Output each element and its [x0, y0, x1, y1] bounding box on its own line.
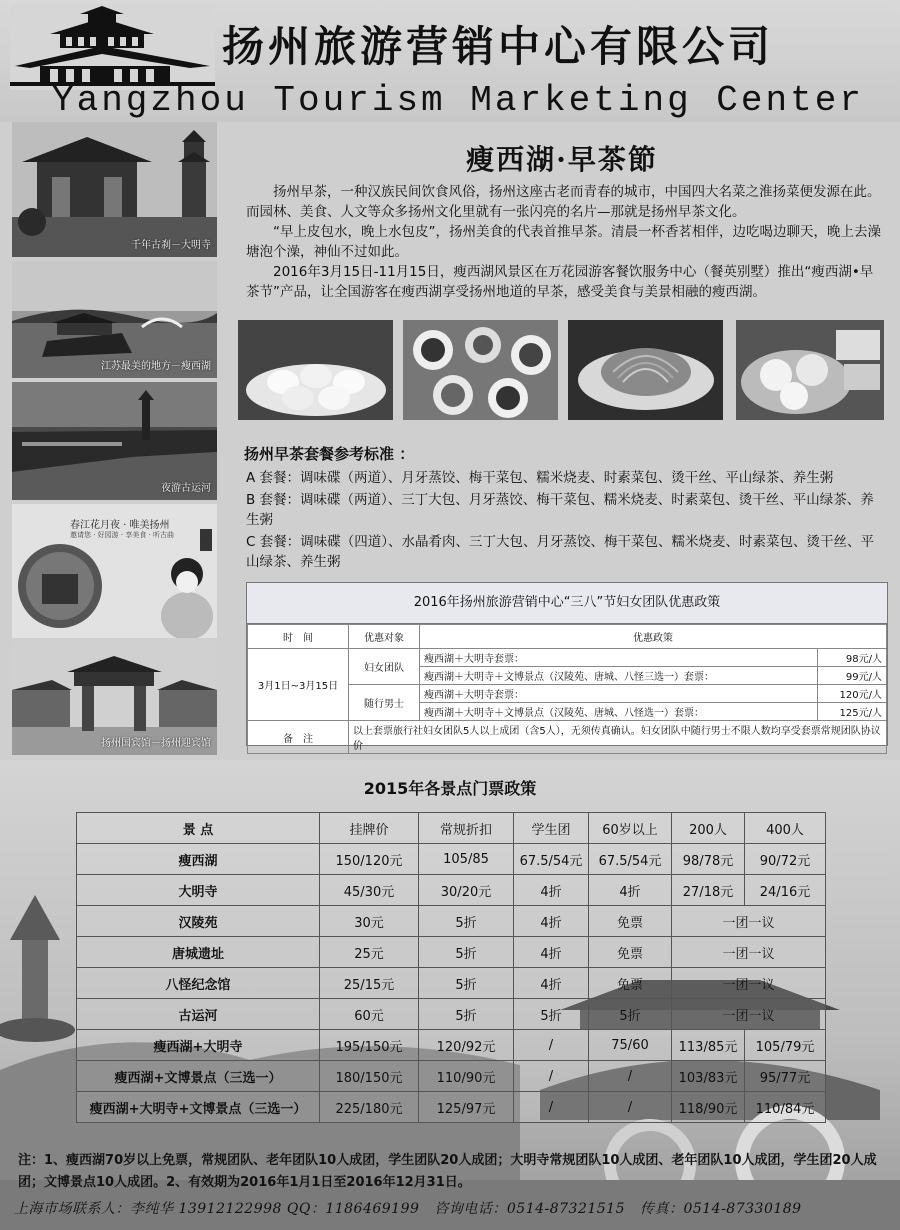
contact-person: 上海市场联系人：李纯华 13912122998 QQ：1186469199 — [14, 1201, 420, 1217]
table-row — [77, 844, 826, 875]
menu-item-b: B 套餐：调味碟（两道）、三丁大包、月牙蒸饺、梅干菜包、糯米烧麦、时素菜包、烫干丝、平山绿茶、养生粥 — [246, 492, 874, 528]
menu-item-a: A 套餐：调味碟（两道）、月牙蒸饺、梅干菜包、糯米烧麦、时素菜包、烫干丝、平山绿茶、养生粥 — [246, 470, 834, 486]
policy-target: 随行男士 — [349, 685, 420, 721]
table-row — [248, 649, 887, 667]
ticket-header: 景 点 — [77, 813, 320, 844]
photo-daming-temple — [12, 122, 217, 257]
photo-caption: 千年古刹－大明寺 — [131, 240, 211, 251]
photo-poster — [12, 504, 217, 638]
ticket-cell: 古运河 — [77, 999, 320, 1030]
ticket-cell: 105/79元 — [745, 1030, 826, 1061]
ticket-cell: 25元 — [320, 937, 419, 968]
contact-line — [14, 1198, 894, 1218]
ticket-cell: 瘦西湖 — [77, 844, 320, 875]
policy-price: 99元/人 — [818, 667, 887, 685]
ticket-cell: 4折 — [514, 906, 589, 937]
policy-price: 98元/人 — [818, 649, 887, 667]
policy-item: 瘦西湖＋大明寺套票： — [420, 685, 818, 703]
ticket-cell: 唐城遗址 — [77, 937, 320, 968]
ticket-cell: 5折 — [419, 968, 514, 999]
ticket-header: 400人 — [745, 813, 826, 844]
ticket-cell: 4折 — [589, 875, 672, 906]
ticket-cell: 5折 — [419, 906, 514, 937]
ticket-header: 60岁以上 — [589, 813, 672, 844]
intro-paragraph: “早上皮包水，晚上水包皮”，扬州美食的代表首推早茶。清晨一杯香茗相伴，边吃喝边聊天，晚上去澡塘泡个澡，神仙不过如此。 — [246, 224, 881, 260]
ticket-cell: 180/150元 — [320, 1061, 419, 1092]
photo-shredded-tofu — [568, 320, 723, 420]
policy-item: 瘦西湖＋大明寺＋文博景点（汉陵苑、唐城、八怪三选一）套票： — [420, 667, 818, 685]
ticket-cell: 110/90元 — [419, 1061, 514, 1092]
photo-steamed-buns — [736, 320, 884, 420]
ticket-cell: 5折 — [419, 999, 514, 1030]
policy-date: 3月1日~3月15日 — [248, 649, 349, 721]
ticket-cell: 一团一议 — [672, 968, 826, 999]
table-row — [77, 1030, 826, 1061]
ticket-cell: 一团一议 — [672, 937, 826, 968]
womens-day-policy — [246, 582, 888, 752]
ticket-cell: 45/30元 — [320, 875, 419, 906]
header — [0, 0, 900, 122]
ticket-cell: 免票 — [589, 937, 672, 968]
table-row — [77, 906, 826, 937]
policy-table — [247, 624, 887, 754]
photo-caption: 江苏最美的地方－瘦西湖 — [101, 361, 211, 372]
ticket-policy-title: 2015年各景点门票政策 — [363, 779, 537, 798]
ticket-cell: 4折 — [514, 968, 589, 999]
ticket-notes: 注：1、瘦西湖70岁以上免票，常规团队、老年团队10人成团，学生团队20人成团；大明寺常规团队10人成团、老年团队10人成团，学生团20人成团；文博景点10人成团。2、有效期为2016年1月1日至2016年12月31日。 — [18, 1153, 877, 1190]
company-name-cn: 扬州旅游营销中心有限公司 — [222, 22, 775, 71]
tea-set-menu — [246, 468, 886, 574]
photo-ancient-canal — [12, 382, 217, 500]
photo-caption: 夜游古运河 — [161, 483, 211, 494]
ticket-price-table — [76, 812, 826, 1123]
ticket-cell: 120/92元 — [419, 1030, 514, 1061]
table-row — [77, 999, 826, 1030]
contact-fax: 传真：0514-87330189 — [639, 1201, 802, 1217]
ticket-cell: 110/84元 — [745, 1092, 826, 1123]
ticket-cell: 103/83元 — [672, 1061, 745, 1092]
policy-price: 120元/人 — [818, 685, 887, 703]
ticket-header: 常规折扣 — [419, 813, 514, 844]
table-row — [248, 625, 887, 649]
table-row — [77, 875, 826, 906]
policy-header: 优惠政策 — [420, 625, 887, 649]
ticket-cell: 105/85 — [419, 844, 514, 875]
ticket-header: 挂牌价 — [320, 813, 419, 844]
poster-subline: 邀请您 · 好园游 · 享美食 · 听古曲 — [70, 531, 175, 539]
ticket-cell: 150/120元 — [320, 844, 419, 875]
festival-intro — [246, 182, 882, 302]
festival-title: 瘦西湖·早茶節 — [466, 143, 658, 176]
ticket-cell: 113/85元 — [672, 1030, 745, 1061]
ticket-cell: 98/78元 — [672, 844, 745, 875]
ticket-cell: / — [514, 1030, 589, 1061]
policy-item: 瘦西湖＋大明寺套票： — [420, 649, 818, 667]
ticket-cell: 5折 — [514, 999, 589, 1030]
intro-paragraph: 扬州早茶，一种汉族民间饮食风俗，扬州这座古老而青春的城市，中国四大名菜之淮扬菜便发源在此。而园林、美食、人文等众多扬州文化里就有一张闪亮的名片—那就是扬州早茶文化。 — [246, 184, 881, 220]
ticket-cell: 4折 — [514, 937, 589, 968]
ticket-cell: 75/60 — [589, 1030, 672, 1061]
ticket-cell: 27/18元 — [672, 875, 745, 906]
ticket-cell: 24/16元 — [745, 875, 826, 906]
contact-phone: 咨询电话：0514-87321515 — [434, 1201, 625, 1217]
table-row — [77, 968, 826, 999]
ticket-cell: 汉陵苑 — [77, 906, 320, 937]
photo-caption: 扬州国宾馆－扬州迎宾馆 — [101, 738, 211, 749]
tea-festival-panel — [232, 130, 892, 755]
ticket-cell: 5折 — [419, 937, 514, 968]
company-name-en: Yangzhou Tourism Marketing Center — [52, 80, 864, 121]
ticket-cell: 25/15元 — [320, 968, 419, 999]
policy-header: 优惠对象 — [349, 625, 420, 649]
ticket-cell: 118/90元 — [672, 1092, 745, 1123]
menu-item-c: C 套餐：调味碟（四道）、水晶肴肉、三丁大包、月牙蒸饺、梅干菜包、糯米烧麦、时素菜包、烫干丝、平山绿茶、养生粥 — [246, 534, 874, 570]
ticket-cell: 90/72元 — [745, 844, 826, 875]
ticket-cell: 瘦西湖+文博景点（三选一） — [77, 1061, 320, 1092]
ticket-cell: 195/150元 — [320, 1030, 419, 1061]
policy-item: 瘦西湖＋大明寺＋文博景点（汉陵苑、唐城、八怪选一）套票： — [420, 703, 818, 721]
ticket-cell: 一团一议 — [672, 906, 826, 937]
ticket-cell: 免票 — [589, 906, 672, 937]
photo-tea-dishes — [403, 320, 558, 420]
ticket-header: 200人 — [672, 813, 745, 844]
ticket-cell: / — [589, 1061, 672, 1092]
ticket-cell: 125/97元 — [419, 1092, 514, 1123]
photo-strip — [12, 122, 217, 755]
ticket-cell: 30元 — [320, 906, 419, 937]
ticket-cell: 67.5/54元 — [589, 844, 672, 875]
ticket-header: 学生团 — [514, 813, 589, 844]
policy-header: 时 间 — [248, 625, 349, 649]
ticket-cell: 瘦西湖+大明寺 — [77, 1030, 320, 1061]
table-row — [77, 1092, 826, 1123]
pavilion-logo-icon — [10, 4, 215, 90]
ticket-cell: / — [514, 1092, 589, 1123]
poster-slogan: 春江花月夜 · 唯美扬州 — [70, 520, 170, 531]
ticket-cell: 5折 — [589, 999, 672, 1030]
ticket-cell: 60元 — [320, 999, 419, 1030]
ticket-cell: 30/20元 — [419, 875, 514, 906]
policy-price: 125元/人 — [818, 703, 887, 721]
table-row — [248, 721, 887, 754]
policy-note: 以上套票旅行社妇女团队5人以上成团（含5人），无须传真确认。妇女团队中随行男士不限人数均享受套票常规团队协议价 — [349, 721, 887, 754]
ticket-cell: 225/180元 — [320, 1092, 419, 1123]
ticket-cell: / — [589, 1092, 672, 1123]
ticket-cell: 八怪纪念馆 — [77, 968, 320, 999]
table-row — [77, 813, 826, 844]
menu-title: 扬州早茶套餐参考标准 ： — [244, 445, 415, 463]
policy-target: 妇女团队 — [349, 649, 420, 685]
photo-state-guesthouse — [12, 642, 217, 755]
ticket-cell: 大明寺 — [77, 875, 320, 906]
intro-paragraph: 2016年3月15日-11月15日，瘦西湖风景区在万花园游客餐饮服务中心（餐英别墅）推出“瘦西湖•早茶节”产品，让全国游客在瘦西湖享受扬州地道的早茶，感受美食与美景相融的瘦西湖。 — [246, 264, 874, 300]
table-row — [77, 1061, 826, 1092]
ticket-cell: 瘦西湖+大明寺+文博景点（三选一） — [77, 1092, 320, 1123]
photo-slender-west-lake — [12, 261, 217, 378]
table-row — [77, 937, 826, 968]
ticket-cell: / — [514, 1061, 589, 1092]
ticket-cell: 67.5/54元 — [514, 844, 589, 875]
ticket-cell: 免票 — [589, 968, 672, 999]
ticket-cell: 4折 — [514, 875, 589, 906]
ticket-section — [0, 760, 900, 1230]
policy-note-label: 备 注 — [248, 721, 349, 754]
photo-dumplings — [238, 320, 393, 420]
ticket-cell: 95/77元 — [745, 1061, 826, 1092]
ticket-cell: 一团一议 — [672, 999, 826, 1030]
policy-title: 2016年扬州旅游营销中心“三八”节妇女团队优惠政策 — [247, 583, 887, 624]
